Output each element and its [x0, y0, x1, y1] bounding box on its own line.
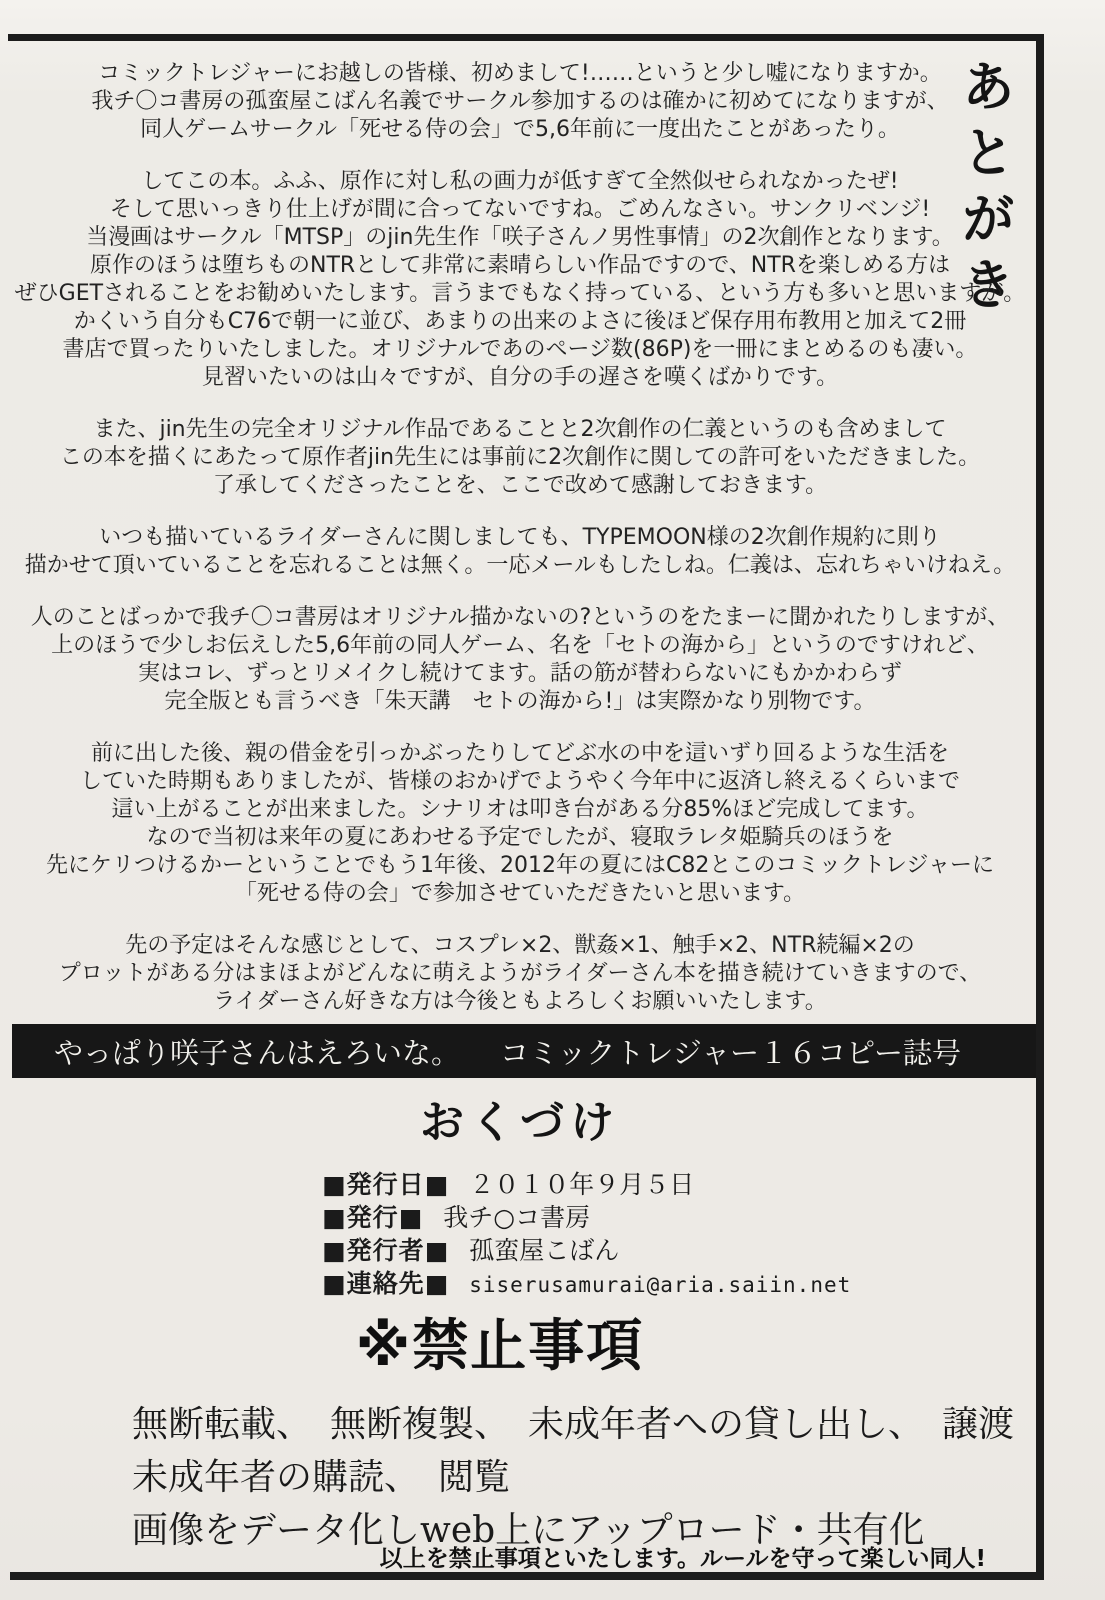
colophon-value: ２０１０年９月５日: [469, 1170, 695, 1199]
afterword-line: コミックトレジャーにお越しの皆様、初めまして!……というと少し嘘になりますか。: [98, 61, 942, 86]
afterword-line: 了承してくださったことを、ここで改めて感謝しておきます。: [212, 473, 828, 498]
afterword-paragraph: [0, 60, 1040, 144]
colophon-label: ■発行者■: [322, 1236, 450, 1265]
colophon-value: siserusamurai@aria.saiin.net: [469, 1273, 852, 1297]
colophon-row: [322, 1170, 851, 1199]
afterword-line: ライダーさん好きな方は今後ともよろしくお願いいたします。: [213, 989, 827, 1014]
afterword-line: 這い上がることが出来ました。シナリオは叩き台がある分85%ほど完成してます。: [111, 797, 929, 822]
afterword-line: 見習いたいのは山々ですが、自分の手の遅さを嘆くばかりです。: [201, 365, 839, 390]
afterword-line: なので当初は来年の夏にあわせる予定でしたが、寝取ラレタ姫騎兵のほうを: [146, 825, 894, 850]
afterword-line: 完全版とも言うべき「朱天講 セトの海から!」は実際かなり別物です。: [164, 689, 876, 714]
frame-top-rule: [8, 34, 1044, 41]
prohibitions-list: [132, 1398, 1014, 1557]
colophon-label: ■発行■: [322, 1203, 424, 1232]
colophon-label: ■発行日■: [322, 1170, 450, 1199]
afterword-line: ぜひGETされることをお勧めいたします。言うまでもなく持っている、という方も多いと思いますが。: [14, 281, 1026, 306]
prohibitions-title: ※禁止事項: [355, 1314, 645, 1379]
afterword-paragraph: [0, 416, 1040, 500]
colophon-value: 我チ○コ書房: [443, 1203, 591, 1232]
afterword-paragraph: [0, 932, 1040, 1016]
afterword-line: 先の予定はそんな感じとして、コスプレ×2、獣姦×1、触手×2、NTR続編×2の: [125, 933, 915, 958]
colophon-row: [322, 1236, 851, 1265]
afterword-line: 原作のほうは堕ちものNTRとして非常に素晴らしい作品ですので、NTRを楽しめる方は: [90, 253, 950, 278]
afterword-line: してこの本。ふふ、原作に対し私の画力が低すぎて全然似せられなかったぜ!: [141, 169, 899, 194]
prohibition-item: 未成年者の購読、 閲覧: [132, 1457, 511, 1498]
afterword-paragraph: [0, 168, 1040, 392]
prohibition-item: 無断転載、 無断複製、 未成年者への貸し出し、 譲渡: [132, 1404, 1015, 1445]
afterword-line: また、jin先生の完全オリジナル作品であることと2次創作の仁義というのも含めまして: [93, 417, 947, 442]
afterword-body: [0, 60, 1040, 1016]
afterword-line: 実はコレ、ずっとリメイクし続けてます。話の筋が替わらないにもかかわらず: [138, 661, 902, 686]
prohibition-item: 画像をデータ化しweb上にアップロード・共有化: [132, 1510, 925, 1551]
banner-left-text: やっぱり咲子さんはえろいな。: [54, 1035, 461, 1070]
afterword-line: そして思いっきり仕上げが間に合ってないですね。ごめんなさい。サンクリベンジ!: [109, 197, 931, 222]
afterword-line: していた時期もありましたが、皆様のおかげでようやく今年中に返済し終えるくらいまで: [79, 769, 960, 794]
colophon-row: [322, 1203, 851, 1232]
afterword-line: この本を描くにあたって原作者jin先生には事前に2次創作に関しての許可をいただきました。: [59, 445, 981, 470]
frame-bottom-rule: [10, 1572, 1044, 1580]
colophon-label: ■連絡先■: [322, 1269, 450, 1298]
colophon-row: [322, 1269, 851, 1300]
afterword-line: いつも描いているライダーさんに関しましても、TYPEMOON様の2次創作規約に則り: [99, 525, 941, 550]
afterword-paragraph: [0, 604, 1040, 716]
afterword-paragraph: [0, 740, 1040, 908]
afterword-line: かくいう自分もC76で朝一に並び、あまりの出来のよさに後ほど保存用布教用と加えて2冊: [73, 309, 967, 334]
afterword-line: プロットがある分はまほよがどんなに萌えようがライダーさん本を描き続けていきますので、: [58, 961, 982, 986]
banner-right-text: コミックトレジャー１６コピー誌号: [500, 1035, 961, 1070]
afterword-line: 先にケリつけるかーということでもう1年後、2012年の夏にはC82とこのコミックトレジャーに: [46, 853, 994, 878]
afterword-line: 前に出した後、親の借金を引っかぶったりしてどぶ水の中を這いずり回るような生活を: [90, 741, 949, 766]
afterword-line: 書店で買ったりいたしました。オリジナルであのページ数(86P)を一冊にまとめるのも凄い。: [62, 337, 978, 362]
colophon-list: [322, 1170, 851, 1300]
afterword-line: 描かせて頂いていることを忘れることは無く。一応メールもしたしね。仁義は、忘れちゃいけねえ。: [24, 553, 1016, 578]
series-banner: [12, 1024, 1036, 1078]
colophon-title: おくづけ: [420, 1097, 620, 1148]
afterword-line: 上のほうで少しお伝えした5,6年前の同人ゲーム、名を「セトの海から」というのですけれど、: [51, 633, 989, 658]
afterword-line: 我チ〇コ書房の孤蛮屋こばん名義でサークル参加するのは確かに初めてになりますが、: [91, 89, 949, 114]
afterword-line: 当漫画はサークル「MTSP」のjin先生作「咲子さんノ男性事情」の2次創作となります。: [86, 225, 954, 250]
afterword-paragraph: [0, 524, 1040, 580]
colophon-value: 孤蛮屋こばん: [469, 1236, 620, 1265]
afterword-line: 人のことばっかで我チ〇コ書房はオリジナル描かないの?というのをたまーに聞かれたりしますが、: [30, 605, 1010, 630]
prohibitions-footer: 以上を禁止事項といたします。ルールを守って楽しい同人!: [379, 1546, 986, 1572]
afterword-line: 「死せる侍の会」で参加させていただきたいと思います。: [234, 881, 806, 906]
afterword-line: 同人ゲームサークル「死せる侍の会」で5,6年前に一度出たことがあったり。: [140, 117, 900, 142]
afterword-vertical-title: あとがき: [953, 58, 1016, 322]
